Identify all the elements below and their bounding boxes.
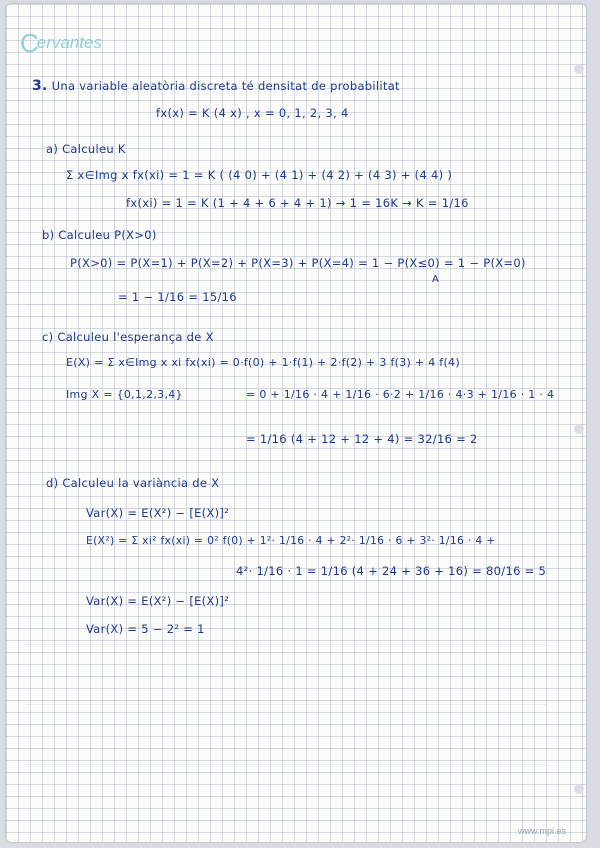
- density-formula: fx(x) = K (4 x) , x = 0, 1, 2, 3, 4: [156, 106, 349, 120]
- problem-text: Una variable aleatòria discreta té densitat de probabilitat: [51, 79, 400, 93]
- part-c-line-3: = 0 + 1/16 · 4 + 1/16 · 6·2 + 1/16 · 4·3 + 1/16 · 1 · 4: [246, 388, 555, 401]
- part-c-line-1: E(X) = Σ x∈Img x xi fx(xi) = 0·f(0) + 1·f(1) + 2·f(2) + 3 f(3) + 4 f(4): [66, 356, 460, 369]
- part-c-title: c) Calculeu l'esperança de X: [42, 330, 214, 344]
- part-a-line-1: Σ x∈Img x fx(xi) = 1 = K ( (4 0) + (4 1) + (4 2) + (4 3) + (4 4) ): [66, 168, 453, 182]
- problem-statement: [32, 78, 400, 94]
- footer-url: www.mpi.es: [517, 826, 566, 836]
- part-d-line-5: Var(X) = 5 − 2² = 1: [86, 622, 205, 636]
- part-c-line-2: Img X = {0,1,2,3,4}: [66, 388, 183, 401]
- brand-logo: Cervantes: [20, 28, 102, 58]
- part-c-line-4: = 1/16 (4 + 12 + 12 + 4) = 32/16 = 2: [246, 432, 478, 446]
- bleed-through: [26, 764, 546, 765]
- part-b-equation: P(X>0) = P(X=1) + P(X=2) + P(X=3) + P(X=4) = 1 − P(X≤0) = 1 − P(X=0): [70, 256, 526, 270]
- part-b-title: b) Calculeu P(X>0): [42, 228, 157, 242]
- part-d-line-3: 4²· 1/16 · 1 = 1/16 (4 + 24 + 36 + 16) = 80/16 = 5: [236, 564, 547, 578]
- part-a-title: a) Calculeu K: [46, 142, 126, 156]
- bleed-through: [26, 704, 546, 705]
- part-b-marker: A: [432, 274, 440, 285]
- notebook-page: [6, 4, 586, 842]
- bleed-through: [26, 304, 546, 305]
- binder-hole: [574, 784, 584, 794]
- part-d-line-2: E(X²) = Σ xi² fx(xi) = 0² f(0) + 1²· 1/16 · 4 + 2²· 1/16 · 6 + 3²· 1/16 · 4 +: [86, 534, 496, 547]
- problem-number: 3.: [32, 78, 48, 94]
- part-b-line-2: = 1 − 1/16 = 15/16: [118, 290, 237, 304]
- part-d-title: d) Calculeu la variància de X: [46, 476, 220, 490]
- part-d-line-4: Var(X) = E(X²) − [E(X)]²: [86, 594, 230, 608]
- part-b-line-1: [70, 256, 526, 270]
- bleed-through: [26, 644, 546, 645]
- binder-hole: [574, 64, 584, 74]
- part-d-line-1: Var(X) = E(X²) − [E(X)]²: [86, 506, 230, 520]
- part-a-line-2: fx(xi) = 1 = K (1 + 4 + 6 + 4 + 1) → 1 = 16K → K = 1/16: [126, 196, 469, 210]
- binder-hole: [574, 424, 584, 434]
